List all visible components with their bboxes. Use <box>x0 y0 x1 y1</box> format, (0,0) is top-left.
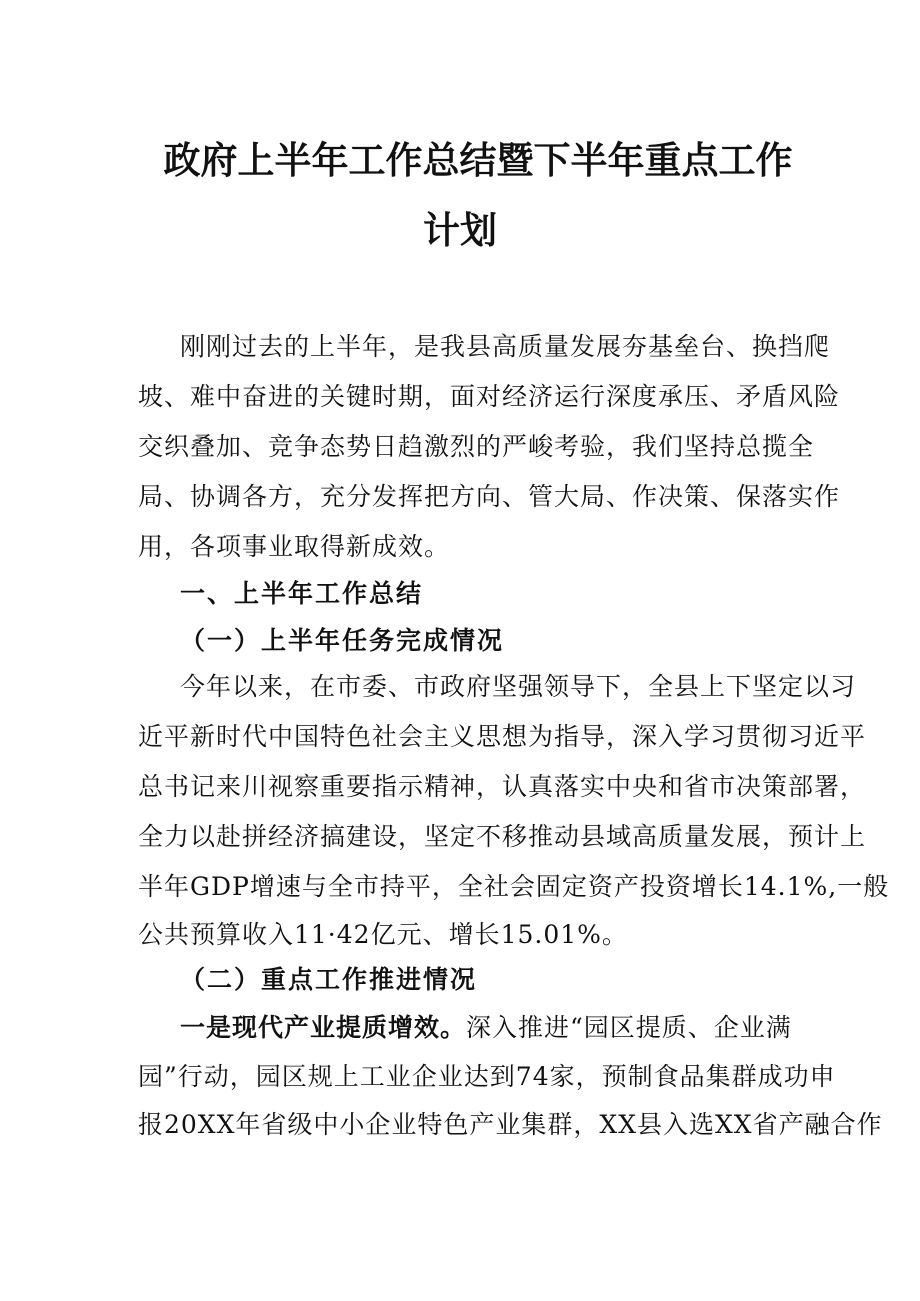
document-title-line-1: 政府上半年工作总结暨下半年重点工作 <box>163 139 793 182</box>
body-line: 公共预算收入11·42亿元、增长15.01%。 <box>138 920 628 949</box>
body-line: 总书记来川视察重要指示精神，认真落实中央和省市决策部署， <box>138 772 867 801</box>
body-line: 半年GDP增速与全市持平，全社会固定资产投资增长14.1%,一般 <box>138 872 890 901</box>
subsection-heading: （一）上半年任务完成情况 <box>180 626 505 655</box>
intro-line: 用，各项事业取得新成效。 <box>138 532 451 561</box>
body-line: 全力以赴拼经济搞建设，坚定不移推动县域高质量发展，预计上 <box>138 822 867 851</box>
body-line: 园”行动，园区规上工业企业达到74家，预制食品集群成功申 <box>138 1062 836 1091</box>
paragraph-text: 深入推进“园区提质、企业满 <box>466 1013 792 1042</box>
intro-line: 局、协调各方，充分发挥把方向、管大局、作决策、保落实作 <box>138 482 841 511</box>
body-line: 近平新时代中国特色社会主义思想为指导，深入学习贯彻习近平 <box>138 722 867 751</box>
intro-line: 刚刚过去的上半年，是我县高质量发展夯基垒台、换挡爬 <box>180 332 831 361</box>
intro-line: 坡、难中奋进的关键时期，面对经济运行深度承压、矛盾风险 <box>138 382 841 411</box>
section-heading: 一、上半年工作总结 <box>180 579 424 608</box>
intro-line: 交织叠加、竞争态势日趋激烈的严峻考验，我们坚持总揽全 <box>138 432 815 461</box>
body-line <box>180 1013 792 1043</box>
body-line: 报20XX年省级中小企业特色产业集群，XX县入选XX省产融合作 <box>138 1110 883 1139</box>
subsection-heading: （二）重点工作推进情况 <box>180 965 478 994</box>
paragraph-lead: 一是现代产业提质增效。 <box>180 1013 467 1042</box>
body-line: 今年以来，在市委、市政府坚强领导下，全县上下坚定以习 <box>180 672 857 701</box>
document-title-line-2: 计划 <box>423 209 497 252</box>
